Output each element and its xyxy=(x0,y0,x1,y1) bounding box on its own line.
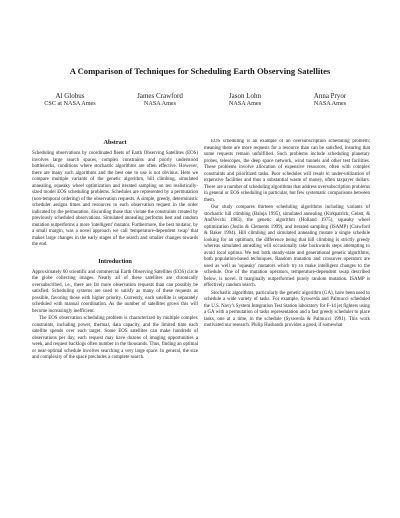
intro-paragraph: Our study compares thirteen scheduling algorithms including variants of stochastic hill climbing (Baluja 1995), simulated annealing (Kirkpatrick, Gelatt, & AndVecchi 1983), the genetic algorithm (Holland 1975), squeaky wheel optimization (Joslin & Clements 1999), and iterated sampling (ISAMP) (Crawford & Baker 1994). Hill climbing and simulated annealing mutate a single schedule looking for an optimum, the difference being that hill climbing is strictly greedy whereas simulated annealing will occasionally take backwards steps attempting to avoid local optima. We test both steady-state and generational genetic algorithms, both population-based techniques. Random mutation and crossover operators are used as well as 'squeaky' mutators which try to make intelligent changes to the schedule. One of the mutation operators, temperature-dependent swap described below, is novel. It marginally outperformed purely random mutation. ISAMP is effectively random search. xyxy=(204,205,370,288)
author-name: James Crawford xyxy=(137,92,183,100)
author-affiliation: NASA Ames xyxy=(313,100,347,107)
author-3 xyxy=(205,92,285,108)
author-name: Anna Pryor xyxy=(313,92,347,100)
introduction-heading: Introduction xyxy=(98,257,132,265)
intro-paragraph: The EOS observation scheduling problem is characterized by multiple complex constraints, including power, thermal, data capacity, and the limited time each satellite spends over each target. Some EOS satellites can make hundreds of observations per day, each request may have dozens of imaging opportunities a week, and request backlogs often number in the thousands. Thus, finding an optimal or near-optimal schedule involves searching a very large space. In general, the size and complexity of the space precludes a complete search. xyxy=(32,316,198,360)
author-name: Al Globus xyxy=(55,92,85,100)
author-name: Jason Lohn xyxy=(228,92,262,100)
abstract-text: Scheduling observations by coordinated fleets of Earth Observing Satellites (EOS) involves large search spaces, complex constraints and poorly understood bottlenecks, conditions where stochastic algorithms are often effective. However, there are many such algorithms and the best one to use is not obvious. Here we compare multiple variants of the genetic algorithm, hill climbing, simulated annealing, squeaky wheel optimization and iterated sampling on ten realistically-sized model EOS scheduling problems. Schedules are represented by a permutation (non-temporal ordering) of the observation requests. A simple, greedy, deterministic scheduler assigns times and resources to each observation request in the order indicated by the permutation, discarding those that violate the constraints created by previously scheduled observations. Simulated annealing performs best and random mutation outperforms a more 'intelligent' mutator. Furthermore, the best mutator, by a small margin, was a novel approach we call 'temperature-dependent swap' that makes large changes in the early stages of the search and smaller changes towards the end. xyxy=(32,151,198,247)
author-affiliation: CSC at NASA Ames xyxy=(44,100,96,107)
right-column xyxy=(204,139,370,505)
intro-paragraph: Stochastic algorithms, particularly the genetic algorithm (GA), have been used to schedule a wide variety of tasks. For example, Syswerda and Palmucci scheduled the U.S. Navy's System Integration Test Station laboratory for F-14 jet fighters using a GA with a permutation of tasks representation and a fast greedy scheduler to place tasks, one at a time, in the schedule (Syswerda & Palmucci 1991). This work motivated our research. Philip Husbands provides a good, if somewhat xyxy=(204,290,370,328)
author-affiliation: NASA Ames xyxy=(143,100,177,107)
paper-title: A Comparison of Techniques for Scheduling Earth Observing Satellites xyxy=(69,66,331,76)
author-2 xyxy=(120,92,200,108)
author-affiliation: NASA Ames xyxy=(228,100,262,107)
abstract-heading: Abstract xyxy=(103,139,127,146)
author-4 xyxy=(290,92,370,108)
intro-paragraph: Approximately 60 scientific and commercial Earth Observing Satellites (EOS) circle the globe collecting images. Nearly all of these satellites are chronically oversubscribed, i.e., there are far more observation requests than can possibly be satisfied. Scheduling systems are used to satisfy as many of these requests as possible, favoring those with higher priority. Currently, each satellite is separately scheduled with manual coordination. As the number of satellites grows this will become increasingly inefficient. xyxy=(32,269,198,314)
intro-paragraph: EOS scheduling is an example of an oversubscription scheduling problem; meaning there are more requests for a resource than can be satisfied, insuring that some requests remain unfulfilled. Such problems include scheduling planetary probes, telescopes, the deep space network, wind tunnels and other test facilities. These problems involve allocation of expensive resources, often with complex constraints and prioritized tasks. Poor schedules will result in under-utilization of expensive facilities and thus a substantial waste of money, often taxpayer dollars. There are a number of scheduling algorithms that address oversubscription problems in general or EOS scheduling in particular, but few systematic comparisons between them. xyxy=(204,139,370,203)
author-1 xyxy=(30,92,110,108)
left-column xyxy=(32,139,198,505)
